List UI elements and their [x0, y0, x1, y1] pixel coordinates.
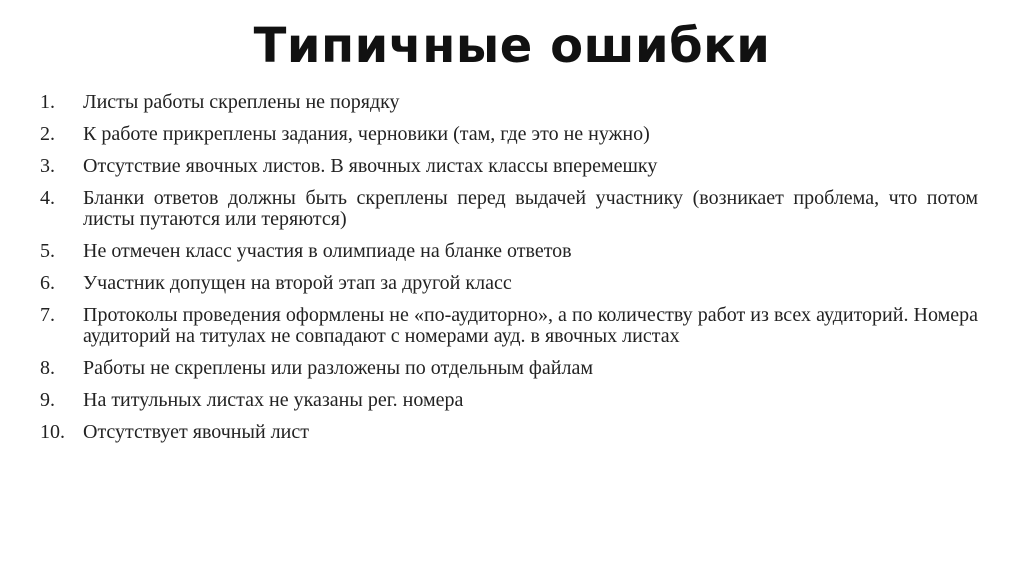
- list-item: [40, 92, 978, 113]
- list-item: [40, 422, 978, 443]
- errors-list: [40, 92, 978, 454]
- item-number: 3.: [40, 155, 55, 177]
- item-number: 6.: [40, 272, 55, 294]
- list-item: [40, 358, 978, 379]
- list-item: [40, 188, 978, 230]
- list-item: [40, 390, 978, 411]
- item-text: Отсутствие явочных листов. В явочных листах классы вперемешку: [83, 155, 658, 177]
- list-item: [40, 305, 978, 347]
- list-item: [40, 241, 978, 262]
- item-text: Не отмечен класс участия в олимпиаде на бланке ответов: [83, 240, 572, 262]
- item-text: Работы не скреплены или разложены по отдельным файлам: [83, 357, 593, 379]
- item-text: Бланки ответов должны быть скреплены перед выдачей участнику (возникает проблема, что потом листы путаются или теряются): [83, 187, 978, 230]
- item-text: Листы работы скреплены не порядку: [83, 91, 400, 113]
- item-text: Отсутствует явочный лист: [83, 421, 309, 443]
- list-item: [40, 124, 978, 145]
- item-text: Протоколы проведения оформлены не «по-аудиторно», а по количеству работ из всех аудиторий. Номера аудиторий на титулах не совпадают с номерами ауд. в явочных листах: [83, 304, 978, 347]
- item-text: На титульных листах не указаны рег. номера: [83, 389, 464, 411]
- item-number: 4.: [40, 187, 55, 209]
- item-number: 5.: [40, 240, 55, 262]
- item-text: К работе прикреплены задания, черновики (там, где это не нужно): [83, 123, 650, 145]
- item-number: 9.: [40, 389, 55, 411]
- item-number: 1.: [40, 91, 55, 113]
- item-number: 7.: [40, 304, 55, 326]
- item-number: 10.: [40, 421, 65, 443]
- list-item: [40, 156, 978, 177]
- item-text: Участник допущен на второй этап за другой класс: [83, 272, 512, 294]
- item-number: 8.: [40, 357, 55, 379]
- item-number: 2.: [40, 123, 55, 145]
- list-item: [40, 273, 978, 294]
- slide-title: Типичные ошибки: [253, 18, 771, 74]
